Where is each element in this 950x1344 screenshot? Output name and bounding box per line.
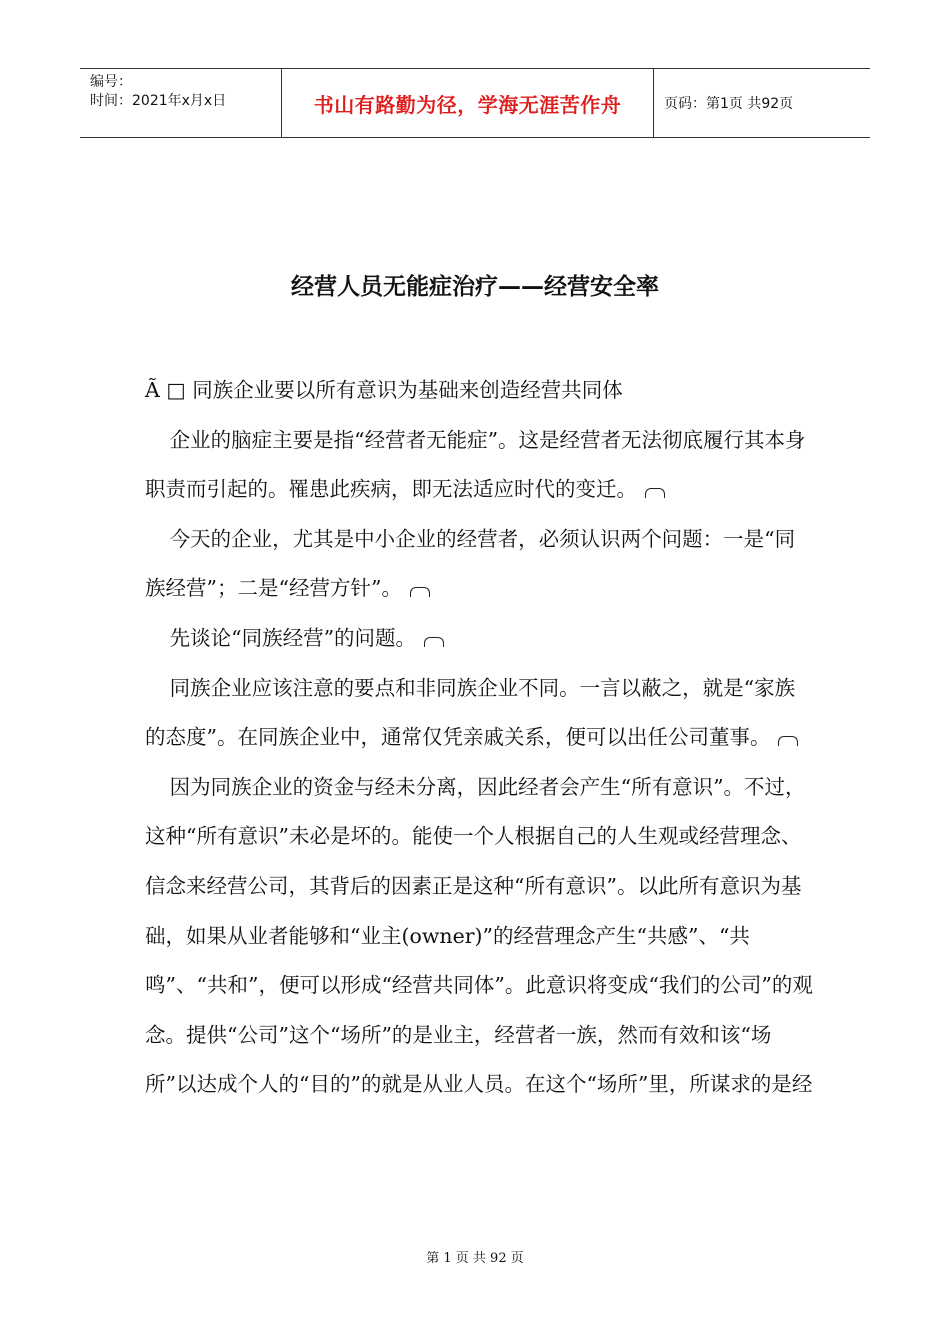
header-motto: 书山有路勤为径，学海无涯苦作舟 [313, 92, 622, 117]
paragraph: 因为同族企业的资金与经未分离，因此经者会产生“所有意识”。不过，这种“所有意识”未必是坏的。能使一个人根据自己的人生观或经营理念、信念来经营公司，其背后的因素正是这种“所有意识”。以此所有意识为基础，如果从业者能够和“业主(owner)”的经营理念产生“共感”、“共鸣”、“共和”，便可以形成“经营共同体”。此意识将变成“我们的公司”的观念。提供“公司”这个“场所”的是业主，经营者一族，然而有效和该“场所”以达成个人的“目的”的就是从业人员。在这个“场所”里，所谋求的是经 [145, 774, 813, 1097]
header-meta-cell [80, 69, 282, 137]
header-motto-cell [282, 69, 654, 137]
header-page-info: 页码：第1页 共92页 [664, 96, 794, 112]
paragraph-end-mark [778, 736, 798, 746]
document-body [145, 366, 815, 1110]
document-date-label: 时间：2021年x月x日 [90, 93, 227, 109]
document-number-label: 编号： [90, 74, 132, 90]
header-table [80, 68, 870, 138]
paragraph-end-mark [410, 587, 430, 597]
paragraph: 同族企业应该注意的要点和非同族企业不同。一言以蔽之，就是“家族的态度”。在同族企业中，通常仅凭亲戚关系，便可以出任公司董事。 [145, 664, 815, 763]
paragraph: 今天的企业，尤其是中小企业的经营者，必须认识两个问题：一是“同族经营”；二是“经营方针”。 [145, 526, 796, 601]
paragraph-end-mark [645, 488, 665, 498]
paragraph-end-mark [424, 637, 444, 647]
document-title: 经营人员无能症治疗——经营安全率 [291, 274, 659, 300]
page-footer: 第 1 页 共 92 页 [426, 1251, 524, 1266]
section-heading: Ã □ 同族企业要以所有意识为基础来创造经营共同体 [145, 378, 623, 402]
paragraph: 先谈论“同族经营”的问题。 [145, 614, 815, 664]
paragraph: 企业的脑症主要是指“经营者无能症”。这是经营者无法彻底履行其本身职责而引起的。罹患此疾病，即无法适应时代的变迁。 [145, 427, 806, 502]
header-page-cell [654, 69, 870, 137]
